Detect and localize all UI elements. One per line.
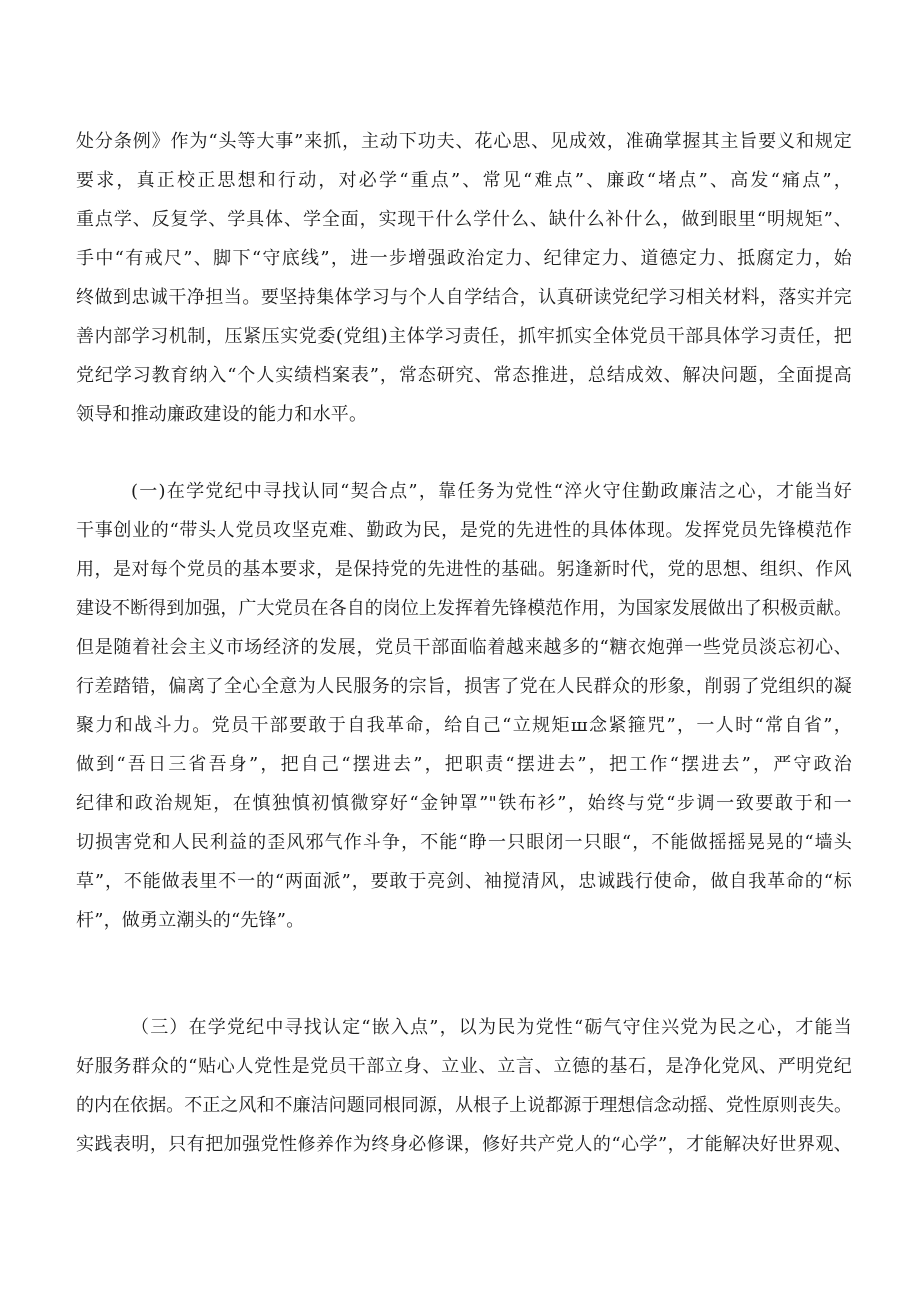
paragraph-line: 重点学、反复学、学具体、学全面，实现干什么学什么、缺什么补什么，做到眼里“明规矩”、 <box>76 209 852 230</box>
paragraph-line: 纪律和政治规矩，在慎独慎初慎微穿好“金钟罩”"铁布衫”，始终与党“步调一致要敢于和一 <box>76 793 852 814</box>
paragraph-line: 切损害党和人民利益的歪风邪气作斗争，不能“睁一只眼闭一只眼“，不能做摇摇晃晃的“墙头 <box>76 832 852 853</box>
paragraph-line: 好服务群众的“贴心人党性是党员干部立身、立业、立言、立德的基石，是净化党风、严明党纪 <box>76 1056 852 1077</box>
paragraph-line: 杆”，做勇立潮头的“先锋”。 <box>76 910 305 931</box>
paragraph-line: 但是随着社会主义市场经济的发展，党员干部面临着越来越多的“糖衣炮弹一些党员淡忘初心、 <box>76 637 852 658</box>
paragraph-line: 用，是对每个党员的基本要求，是保持党的先进性的基础。躬逢新时代，党的思想、组织、作风 <box>76 559 852 580</box>
paragraph-line: (一)在学党纪中寻找认同“契合点”，靠任务为党性“淬火守住勤政廉洁之心，才能当好 <box>131 481 852 502</box>
paragraph-line: 善内部学习机制，压紧压实党委(党组)主体学习责任，抓牢抓实全体党员干部具体学习责任，把 <box>76 326 852 347</box>
paragraph-line: 行差踏错，偏离了全心全意为人民服务的宗旨，损害了党在人民群众的形象，削弱了党组织的凝 <box>76 676 852 697</box>
paragraph-line: 实践表明，只有把加强党性修养作为终身必修课，修好共产党人的“心学”，才能解决好世界观、 <box>76 1134 852 1155</box>
paragraph-line: 要求，真正校正思想和行动，对必学“重点”、常见“难点”、廉政“堵点”、高发“痛点”， <box>76 170 852 191</box>
paragraph-line: 的内在依据。不正之风和不廉洁问题同根同源，从根子上说都源于理想信念动摇、党性原则丧失。 <box>76 1095 852 1116</box>
paragraph-line: 党纪学习教育纳入“个人实绩档案表”，常态研究、常态推进，总结成效、解决问题，全面提高 <box>76 365 852 386</box>
paragraph-line: 干事创业的“带头人党员攻坚克难、勤政为民，是党的先进性的具体体现。发挥党员先锋模范作 <box>76 520 852 541</box>
paragraph-line: 领导和推动廉政建设的能力和水平。 <box>76 404 368 425</box>
paragraph-line: 做到“吾日三省吾身”，把自己“摆进去”，把职责“摆进去”，把工作“摆进去”，严守政治 <box>76 754 852 775</box>
paragraph-line: 终做到忠诚干净担当。要坚持集体学习与个人自学结合，认真研读党纪学习相关材料，落实并完 <box>76 287 852 308</box>
paragraph-line: 手中“有戒尺”、脚下“守底线”，进一步增强政治定力、纪律定力、道德定力、抵腐定力，始 <box>76 248 852 269</box>
paragraph-line: 处分条例》作为“头等大事”来抓，主动下功夫、花心思、见成效，准确掌握其主旨要义和规定 <box>76 131 852 152</box>
paragraph-line: （三）在学党纪中寻找认定“嵌入点”，以为民为党性“砺气守住兴党为民之心，才能当 <box>131 1017 852 1038</box>
paragraph-line: 聚力和战斗力。党员干部要敢于自我革命，给自己“立规矩ш念紧箍咒”，一人时“常自省”， <box>76 715 852 736</box>
paragraph-line: 草”，不能做表里不一的“两面派”，要敢于亮剑、袖搅清风，忠诚践行使命，做自我革命的“标 <box>76 871 852 892</box>
paragraph-line: 建设不断得到加强，广大党员在各自的岗位上发挥着先锋模范作用，为国家发展做出了积极贡献。 <box>76 598 852 619</box>
